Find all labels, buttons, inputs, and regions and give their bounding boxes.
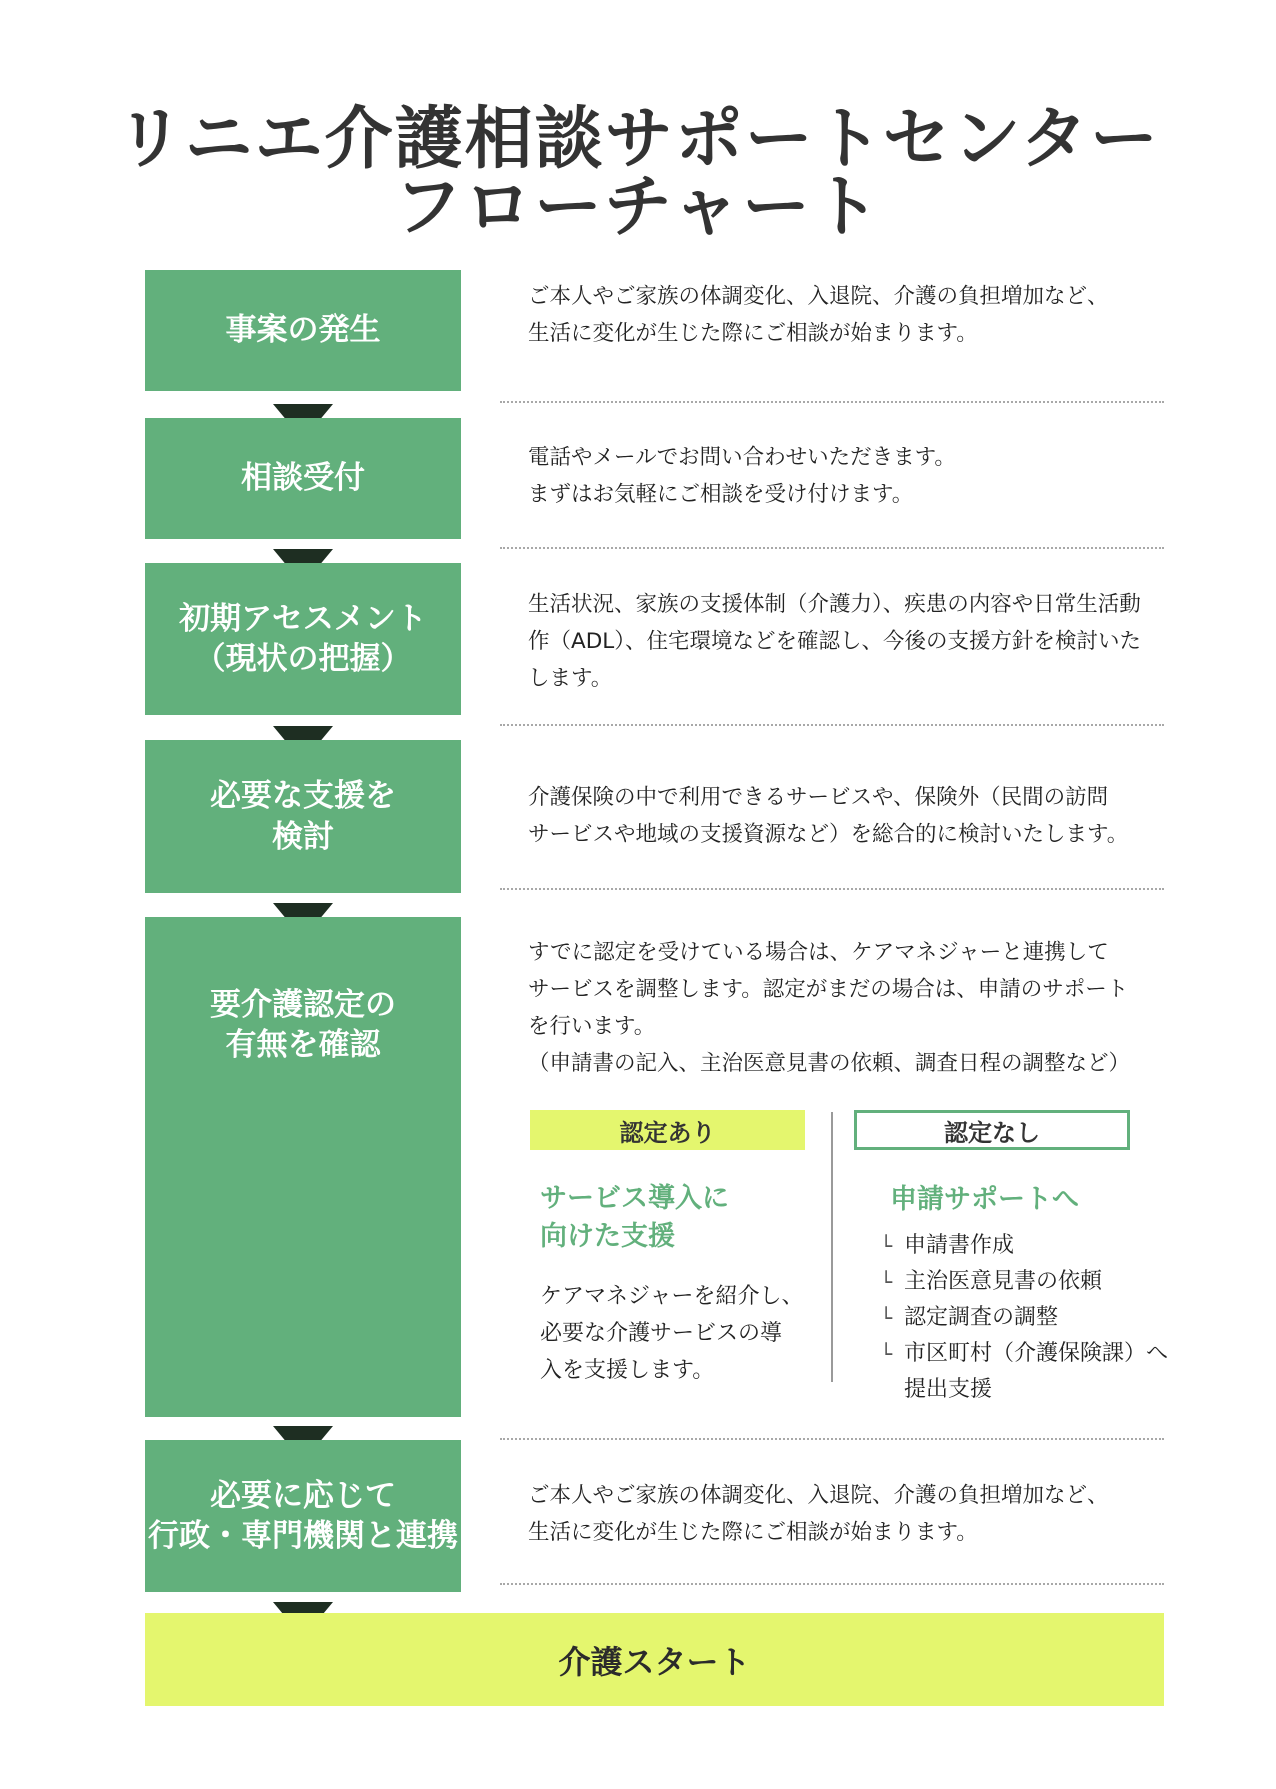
page-subtitle: フローチャート bbox=[394, 168, 882, 247]
corner-bracket-icon: └ bbox=[880, 1306, 893, 1330]
list-item: └ 認定調査の調整 bbox=[880, 1300, 1168, 1336]
step-description-incident: ご本人やご家族の体調変化、入退院、介護の負担増加など、 生活に変化が生じた際にご相談が始まります。 bbox=[528, 284, 1109, 346]
branch-divider bbox=[831, 1112, 833, 1382]
step-label: 初期アセスメント bbox=[179, 600, 427, 637]
branch-heading-not-certified: 申請サポートへ bbox=[890, 1184, 1079, 1215]
step-description-intake: 電話やメールでお問い合わせいただきます。 まずはお気軽にご相談を受け付けます。 bbox=[528, 445, 956, 507]
page-title: リニエ介護相談サポートセンター bbox=[116, 100, 1160, 179]
corner-bracket-icon: └ bbox=[880, 1342, 893, 1366]
list-item: └ 申請書作成 bbox=[880, 1228, 1168, 1264]
list-item: └ 市区町村（介護保険課）へ 提出支援 bbox=[880, 1336, 1168, 1408]
step-label: 行政・専門機関と連携 bbox=[148, 1518, 458, 1554]
step-box-support-review bbox=[145, 740, 461, 893]
divider bbox=[500, 888, 1164, 890]
list-item: └ 主治医意見書の依頼 bbox=[880, 1264, 1168, 1300]
branch-heading-certified: サービス導入に 向けた支援 bbox=[540, 1183, 729, 1252]
step-label: 事案の発生 bbox=[225, 312, 381, 349]
branch-tag-not-certified: 認定なし bbox=[854, 1110, 1130, 1150]
divider bbox=[500, 1438, 1164, 1440]
branch-tag-certified: 認定あり bbox=[530, 1110, 805, 1150]
step-label: 必要な支援を bbox=[210, 778, 396, 815]
step-box-incident bbox=[145, 270, 461, 391]
step-box-assessment bbox=[145, 563, 461, 715]
step-label: （現状の把握） bbox=[194, 641, 412, 677]
divider bbox=[500, 547, 1164, 549]
step-label: 検討 bbox=[272, 818, 334, 855]
step-box-certification-check bbox=[145, 917, 461, 1417]
step-label: 要介護認定の bbox=[210, 987, 396, 1023]
step-box-intake bbox=[145, 418, 461, 539]
step-description-assessment: 生活状況、家族の支援体制（介護力）、疾患の内容や日常生活動 作（ADL）、住宅環境などを確認し、今後の支援方針を検討いた します。 bbox=[528, 592, 1141, 691]
corner-bracket-icon: └ bbox=[880, 1270, 893, 1294]
divider bbox=[500, 1583, 1164, 1585]
branch-text-certified: ケアマネジャーを紹介し、 必要な介護サービスの導 入を支援します。 bbox=[540, 1284, 804, 1383]
step-description-coordination: ご本人やご家族の体調変化、入退院、介護の負担増加など、 生活に変化が生じた際にご相談が始まります。 bbox=[528, 1483, 1109, 1545]
divider bbox=[500, 724, 1164, 726]
step-description-certification-check: すでに認定を受けている場合は、ケアマネジャーと連携して サービスを調整します。認定がまだの場合は、申請のサポート を行います。 （申請書の記入、主治医意見書の依頼、調査日程の調整など） bbox=[528, 940, 1131, 1076]
corner-bracket-icon: └ bbox=[880, 1234, 893, 1258]
application-support-list bbox=[880, 1228, 1168, 1408]
step-label: 相談受付 bbox=[241, 460, 365, 497]
step-label: 有無を確認 bbox=[225, 1027, 381, 1064]
step-box-coordination bbox=[145, 1440, 461, 1592]
step-description-support-review: 介護保険の中で利用できるサービスや、保険外（民間の訪問 サービスや地域の支援資源など）を総合的に検討いたします。 bbox=[528, 785, 1129, 847]
divider bbox=[500, 401, 1164, 403]
care-start-box: 介護スタート bbox=[145, 1613, 1164, 1706]
step-label: 必要に応じて bbox=[210, 1477, 396, 1514]
